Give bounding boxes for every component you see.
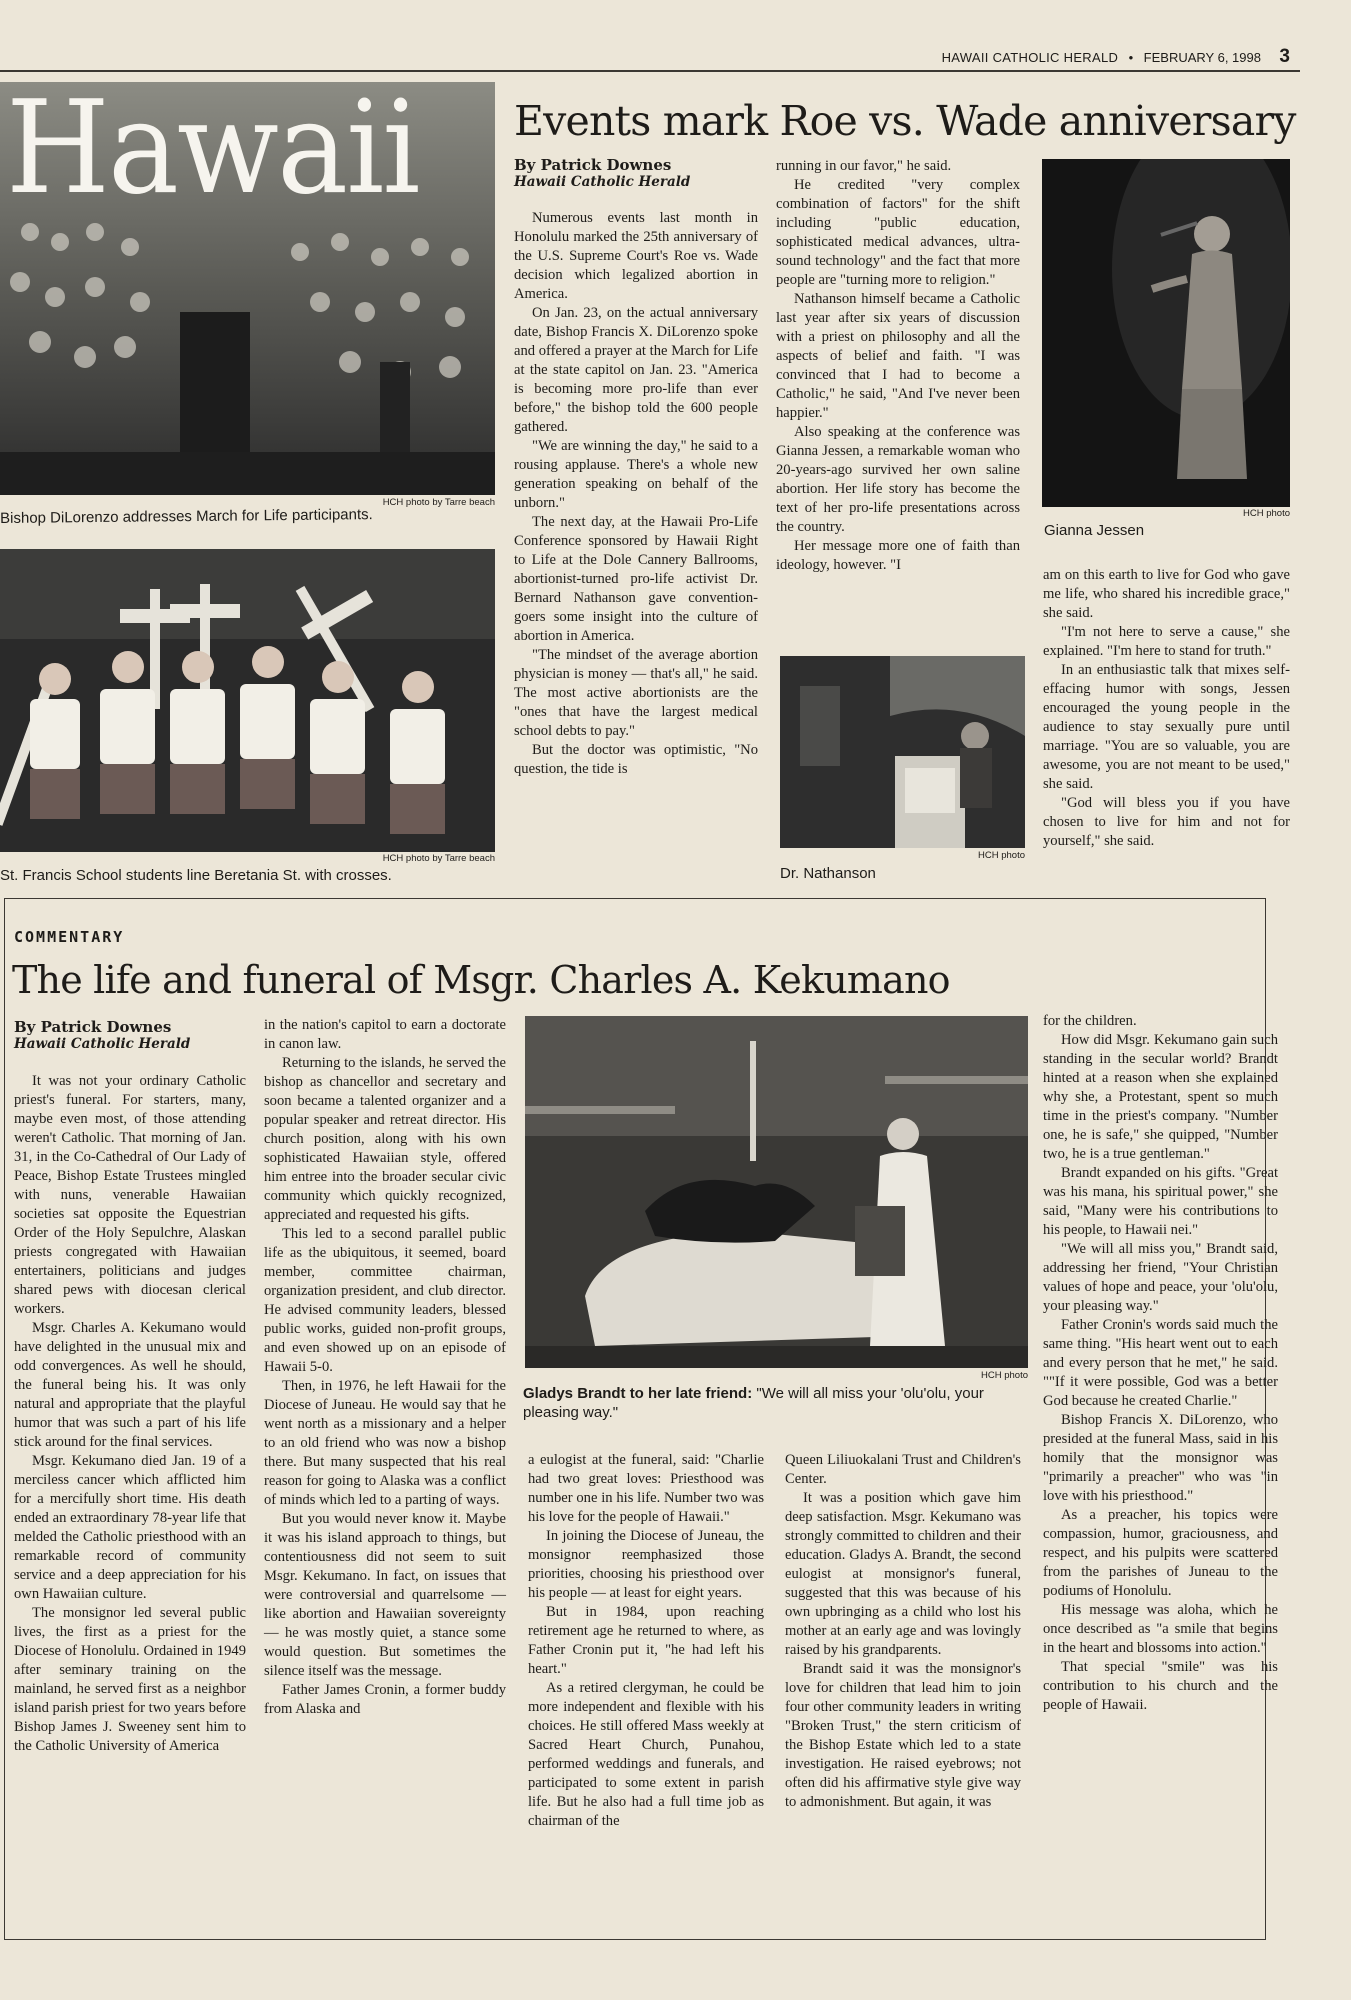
crosses-photo [0, 549, 495, 852]
photo-credit-1: HCH photo by Tarre beach [382, 497, 495, 508]
commentary-column-3 [528, 1451, 764, 1831]
funeral-photo-credit: HCH photo [981, 1370, 1028, 1381]
photo-caption-4: Dr. Nathanson [780, 865, 876, 882]
paragraph: This led to a second parallel public life as the ubiquitous, it seemed, board member, committee chairman, organization president, and club director. He advised community leaders, blessed public works, guided non-profit groups, and even showed up on an episode of Hawaii 5-0. [264, 1226, 506, 1375]
paragraph: Then, in 1976, he left Hawaii for the Diocese of Juneau. He would say that he went north as a missionary and a helper to an old friend who was now a bishop there. But many suspected that his real reason for going to Alaska was a conflict of minds which led to a parting of ways. [264, 1378, 506, 1508]
photo-caption-1: Bishop DiLorenzo addresses March for Life participants. [0, 506, 373, 527]
page-header [640, 46, 1290, 70]
paragraph: The monsignor led several public lives, the first as a priest for the Diocese of Honolulu. Ordained in 1949 after seminary training on the mainland, he served first as a neighbor island parish priest for two years before Bishop James J. Sweeney sent him to the Catholic University of America [14, 1605, 246, 1754]
funeral-photo-caption [523, 1384, 1033, 1422]
march-for-life-photo [0, 82, 495, 495]
paragraph: Msgr. Kekumano died Jan. 19 of a merciless cancer which afflicted him for a mercifully short time. His death ended an extraordinary 78-year life that melded the Catholic priesthood with an remarkable record of community service and a deep appreciation for his own Hawaiian culture. [14, 1453, 246, 1602]
photo-caption-2: St. Francis School students line Beretania St. with crosses. [0, 867, 392, 884]
commentary-column-5 [1043, 1012, 1278, 1715]
paragraph: "The mindset of the average abortion physician is money — that's all," he said. The most active abortionists are the "ones that have the largest medical school debts to pay." [514, 647, 758, 739]
header-separator-dot: • [1128, 50, 1134, 65]
funeral-caption-text: "We will all miss your 'olu'olu, your pleasing way." [523, 1385, 984, 1421]
nathanson-photo-image [780, 656, 1025, 848]
paragraph: Brandt said it was the monsignor's love for children that lead him to join four other community leaders in writing "Broken Trust," the stern criticism of the Bishop Estate which led to a state investigation. He raised eyebrows; not often did his affirmative style give way to admonishment. But again, it was [785, 1661, 1021, 1810]
paragraph: Her message more one of faith than ideology, however. "I [776, 538, 1020, 573]
photo-caption-3: Gianna Jessen [1044, 522, 1145, 539]
paragraph: In an enthusiastic talk that mixes self-effacing humor with songs, Jessen encouraged the young people in the audience to stay sexually pure until marriage. "You are so valuable, you are awesome, you are not meant to be used," she said. [1043, 662, 1290, 792]
top-story-byline: By Patrick Downes [514, 156, 672, 174]
top-story-column-3 [1043, 566, 1290, 851]
commentary-byline: By Patrick Downes [14, 1018, 172, 1036]
paragraph: Nathanson himself became a Catholic last year after six years of discussion with a priest on philosophy and all the aspects of belief and faith. "I was convinced that I had to become a Catholic," he said, "And I've never been happier." [776, 291, 1020, 421]
paragraph: He credited "very complex combination of factors" for the shift including "public education, sophisticated medical advances, ultra-sound technology" and the fact that more people are "turning more to religion." [776, 177, 1020, 288]
paragraph: As a preacher, his topics were compassion, humor, graciousness, and respect, and his pulpits were scattered from the parishes of Juneau to the podiums of Honolulu. [1043, 1507, 1278, 1599]
top-story-org: Hawaii Catholic Herald [514, 174, 691, 190]
paragraph: Brandt expanded on his gifts. "Great was his mana, his spiritual power," she said, "Many were his contributions to his people, to Hawaii nei." [1043, 1165, 1278, 1238]
photo-credit-4: HCH photo [978, 850, 1025, 861]
section-label-hawaii: Hawaii [6, 82, 419, 223]
paragraph: His message was aloha, which he once described as "a smile that begins in the heart and blossoms into action." [1043, 1602, 1278, 1656]
paragraph: As a retired clergyman, he could be more independent and flexible with his choices. He still offered Mass weekly at Sacred Heart Church, Punahou, performed weddings and funerals, and participated to some extent in parish life. But he also had a full time job as chairman of the [528, 1680, 764, 1829]
paragraph: The next day, at the Hawaii Pro-Life Conference sponsored by Hawaii Right to Life at the Dole Cannery Ballrooms, abortionist-turned pro-life activist Dr. Bernard Nathanson gave convention-goers some insight into the culture of abortion in America. [514, 514, 758, 644]
paragraph: "God will bless you if you have chosen to live for him and not for yourself," she said. [1043, 795, 1290, 849]
paragraph: running in our favor," he said. [776, 158, 952, 174]
paragraph: "I'm not here to serve a cause," she explained. "I'm here to stand for truth." [1043, 624, 1290, 659]
commentary-column-2 [264, 1016, 506, 1719]
gianna-jessen-photo [1042, 159, 1290, 507]
gianna-jessen-photo-image [1042, 159, 1290, 507]
funeral-photo [525, 1016, 1028, 1368]
funeral-photo-image [525, 1016, 1028, 1368]
paragraph: Msgr. Charles A. Kekumano would have delighted in the unusual mix and odd convergences. As well he should, the funeral being his. It was only natural and appropriate that the playful humor that was such a part of his life stick around for the final services. [14, 1320, 246, 1450]
paragraph: Also speaking at the conference was Gianna Jessen, a remarkable woman who 20-years-ago survived her own saline abortion. Her life story has become the text of her pro-life presentations across the country. [776, 424, 1020, 535]
page-number: 3 [1279, 46, 1290, 67]
paragraph: Father James Cronin, a former buddy from Alaska and [264, 1682, 506, 1717]
commentary-column-1 [14, 1072, 246, 1756]
top-story-column-2 [776, 157, 1020, 575]
paragraph: But you would never know it. Maybe it was his island approach to things, but contentiousness did not seem to suit Msgr. Kekumano. In fact, on issues that were controversial and quarrelsome — like abortion and Hawaiian sovereignty — he was mostly quiet, a stance some would question. But sometimes the silence itself was the message. [264, 1511, 506, 1679]
nathanson-photo [780, 656, 1025, 848]
paragraph: It was a position which gave him deep satisfaction. Msgr. Kekumano was strongly committed to children and their education. Gladys A. Brandt, the second eulogist at monsignor's funeral, suggested that this was because of his own upbringing as a child who lost his mother at an early age and was lovingly raised by his grandparents. [785, 1490, 1021, 1658]
paragraph: "We are winning the day," he said to a rousing applause. There's a whole new generation speaking on behalf of the unborn." [514, 438, 758, 511]
paragraph: am on this earth to live for God who gave me life, who shared his incredible grace," she said. [1043, 567, 1290, 621]
paragraph: Queen Liliuokalani Trust and Children's Center. [785, 1452, 1021, 1487]
paragraph: But in 1984, upon reaching retirement age he returned to where, as Father Cronin put it, "he had left his heart." [528, 1604, 764, 1677]
paragraph: How did Msgr. Kekumano gain such standing in the secular world? Brandt hinted at a reason when she explained why she, a Protestant, spent so much time in the priest's company. "Number one, he is safe," she quipped, "Number two, he is a true gentleman." [1043, 1032, 1278, 1162]
paragraph: a eulogist at the funeral, said: "Charlie had two great loves: Priesthood was number one in his life. Number two was his love for the people of Hawaii." [528, 1452, 764, 1525]
paragraph: Bishop Francis X. DiLorenzo, who presided at the funeral Mass, said in his homily that the monsignor was "primarily a preacher" who was "in love with his priesthood." [1043, 1412, 1278, 1504]
top-story-headline: Events mark Roe vs. Wade anniversary [514, 97, 1296, 145]
header-rule [0, 70, 1300, 72]
publication-name: HAWAII CATHOLIC HERALD [941, 50, 1119, 65]
paragraph: It was not your ordinary Catholic priest's funeral. For starters, many, maybe even most, of those attending weren't Catholic. That morning of Jan. 31, in the Co-Cathedral of Our Lady of Peace, Bishop Estate Trustees mingled with nuns, venerable Hawaiian societies sat opposite the Equestrian Order of the Holy Sepulchre, Alaskan priests congregated with Hawaiian entertainers, politicians and judges shared pews with diocesan clerical workers. [14, 1073, 246, 1317]
publication-date: FEBRUARY 6, 1998 [1143, 50, 1261, 65]
top-story-column-1 [514, 209, 758, 779]
paragraph: in the nation's capitol to earn a doctorate in canon law. [264, 1017, 506, 1052]
paragraph: "We will all miss you," Brandt said, addressing her friend, "Your Christian values of hope and peace, your 'olu'olu, your pleasing way." [1043, 1241, 1278, 1314]
photo-credit-2: HCH photo by Tarre beach [382, 853, 495, 864]
photo-credit-3: HCH photo [1243, 508, 1290, 519]
paragraph: On Jan. 23, on the actual anniversary date, Bishop Francis X. DiLorenzo spoke and offered a prayer at the March for Life at the state capitol on Jan. 23. "America is becoming more pro-life than ever before," the bishop told the 600 people gathered. [514, 305, 758, 435]
paragraph: Returning to the islands, he served the bishop as chancellor and secretary and soon became a talented organizer and a popular speaker and retreat director. His church position, along with his own sophisticated Hawaiian style, offered him entree into the broader secular civic community which quickly recognized, appreciated and requested his gifts. [264, 1055, 506, 1223]
paragraph: That special "smile" was his contribution to his church and the people of Hawaii. [1043, 1659, 1278, 1713]
funeral-caption-lead: Gladys Brandt to her late friend: [523, 1385, 753, 1402]
paragraph: In joining the Diocese of Juneau, the monsignor reemphasized those priorities, choosing his priesthood over his people — at least for eight years. [528, 1528, 764, 1601]
paragraph: But the doctor was optimistic, "No question, the tide is [514, 742, 758, 777]
paragraph: for the children. [1043, 1013, 1137, 1029]
commentary-kicker: COMMENTARY [14, 928, 125, 946]
commentary-headline: The life and funeral of Msgr. Charles A. Kekumano [12, 958, 950, 1002]
commentary-org: Hawaii Catholic Herald [14, 1036, 191, 1052]
paragraph: Father Cronin's words said much the same thing. "His heart went out to each and every person that he met," he said. ""If it were possible, God was a better God because he created Charlie." [1043, 1317, 1278, 1409]
paragraph: Numerous events last month in Honolulu marked the 25th anniversary of the U.S. Supreme Court's Roe vs. Wade decision which legalized abortion in America. [514, 210, 758, 302]
commentary-column-4 [785, 1451, 1021, 1812]
crosses-photo-image [0, 549, 495, 852]
